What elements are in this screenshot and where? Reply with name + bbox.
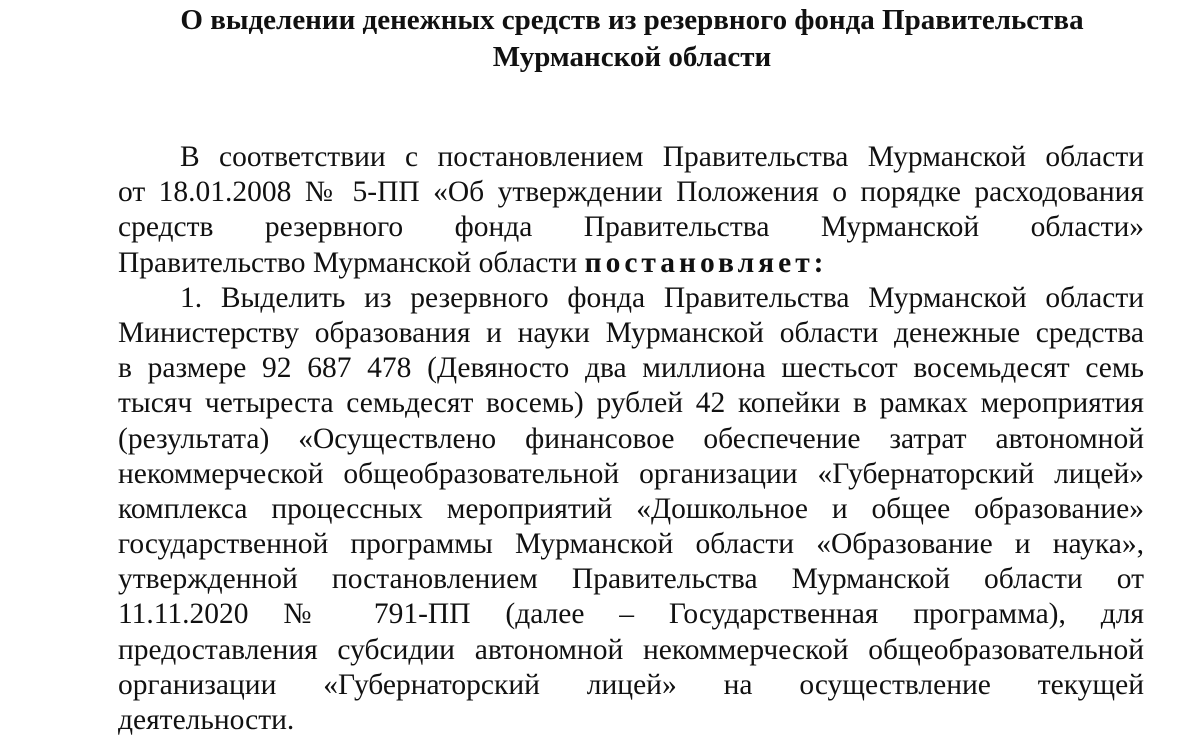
government-phrase: Правительство Мурманской области (118, 246, 578, 279)
body-line-9: (результата) «Осуществлено финансовое обеспечение затрат автономной (118, 422, 1144, 455)
body-line-14: 11.11.2020 № 791-ПП (далее – Государственная программа), для (118, 598, 1144, 631)
body-line-16: организации «Губернаторский лицей» на осуществление текущей (118, 668, 1144, 701)
body-line-5: 1. Выделить из резервного фонда Правительства Мурманской области (180, 281, 1144, 314)
body-line-12: государственной программы Мурманской области «Образование и наука», (118, 528, 1144, 561)
body-line-6: Министерству образования и науки Мурманской области денежные средства (118, 316, 1144, 349)
document-title (100, 2, 1164, 76)
decree-keyword: постановляет: (584, 246, 828, 279)
body-line-13: утвержденной постановлением Правительства Мурманской области от (118, 563, 1144, 596)
document-body (118, 140, 1144, 738)
body-line-3: средств резервного фонда Правительства Мурманской области» (118, 211, 1144, 244)
title-line-2: Мурманской области (492, 41, 772, 73)
title-line-1: О выделении денежных средств из резервного фонда Правительства (180, 4, 1084, 36)
body-line-17: деятельности. (118, 704, 295, 736)
body-line-7: в размере 92 687 478 (Девяносто два миллиона шестьсот восемьдесят семь (118, 352, 1144, 385)
body-line-1: В соответствии с постановлением Правительства Мурманской области (180, 141, 1144, 173)
body-line-11: комплекса процессных мероприятий «Дошкольное и общее образование» (118, 492, 1144, 525)
body-line-15: предоставления субсидии автономной некоммерческой общеобразовательной (118, 633, 1144, 666)
body-line-10: некоммерческой общеобразовательной организации «Губернаторский лицей» (118, 457, 1144, 490)
body-line-8: тысяч четыреста семьдесят восемь) рублей 42 копейки в рамках мероприятия (118, 387, 1144, 420)
body-line-2: от 18.01.2008 № 5-ПП «Об утверждении Положения о порядке расходования (118, 176, 1144, 209)
body-line-4 (118, 246, 1144, 281)
